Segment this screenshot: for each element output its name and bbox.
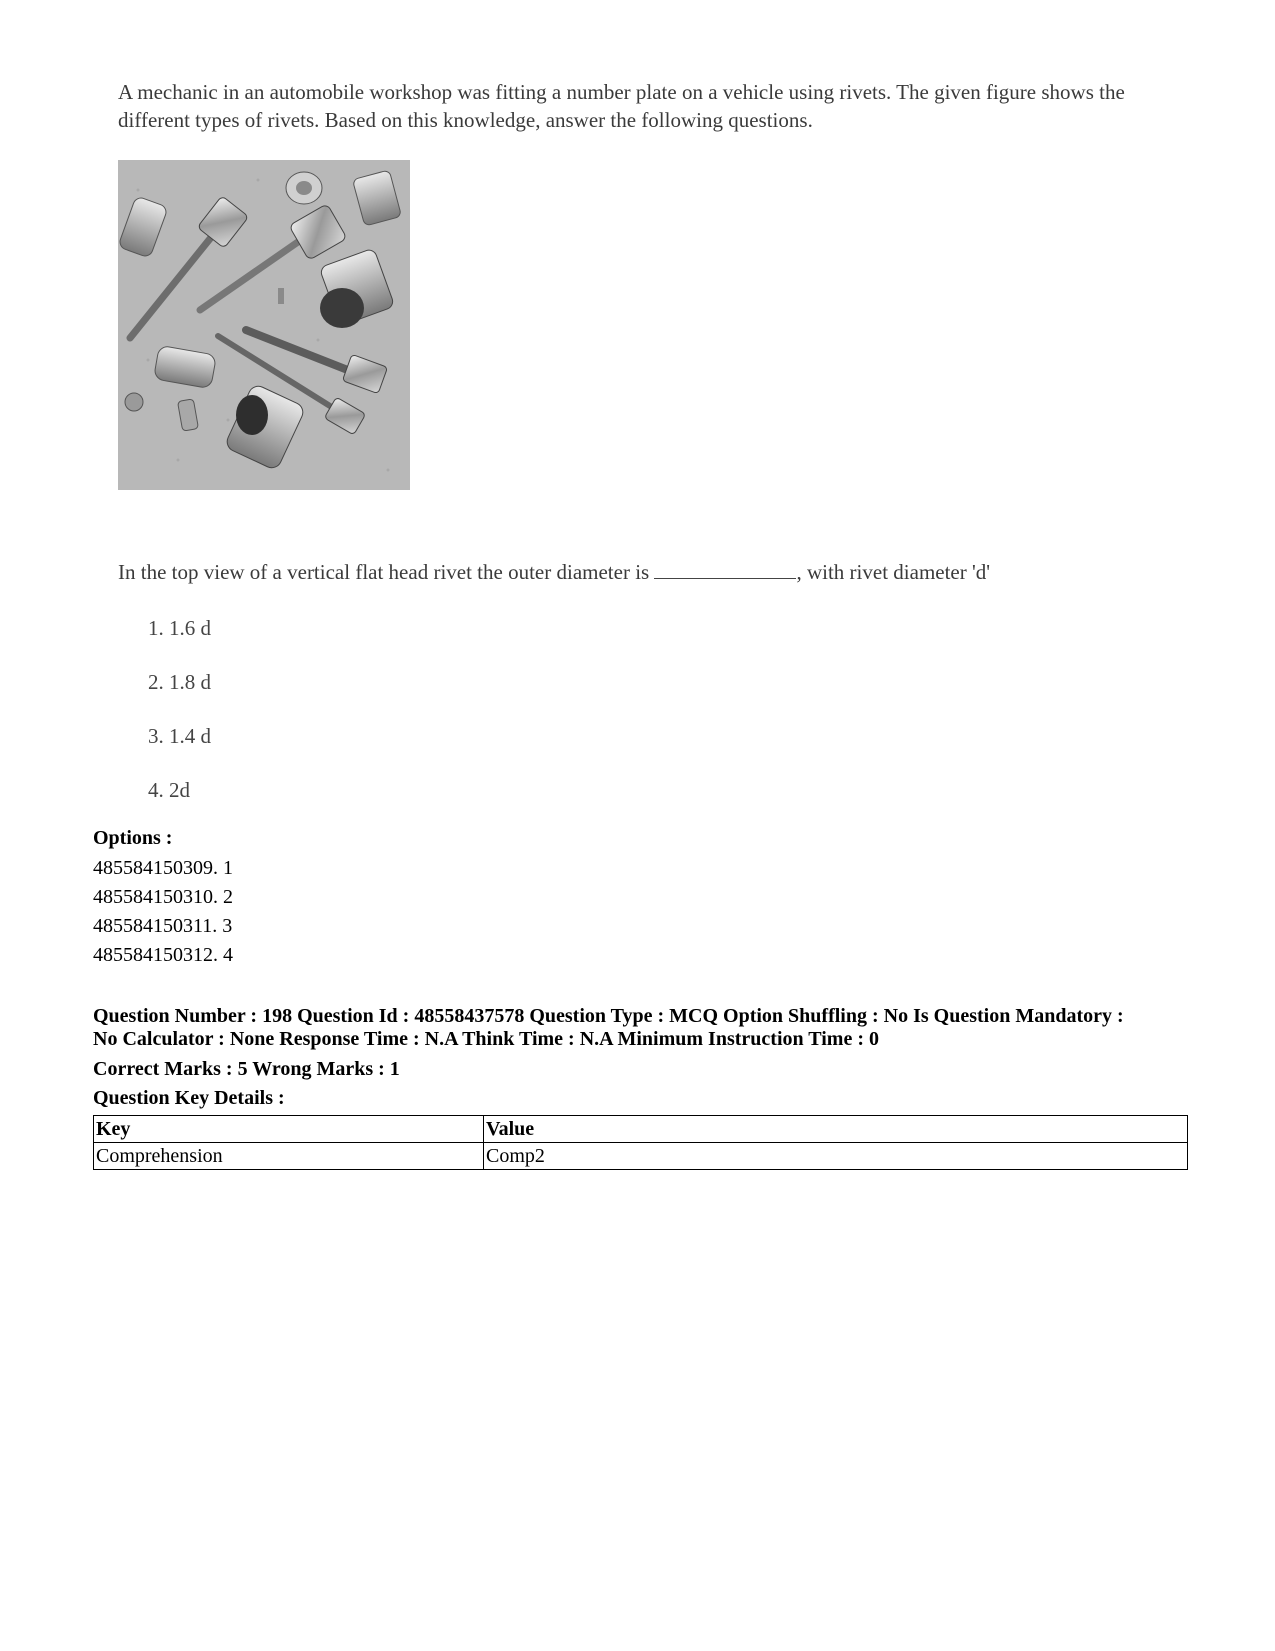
table-header-row [94, 1116, 1188, 1143]
question-text [118, 558, 1218, 586]
passage-text: A mechanic in an automobile workshop was fitting a number plate on a vehicle using rivets. The given figure shows the different types of rivets. Based on this knowledge, answer the following questions. [118, 80, 1125, 132]
choice-1: 1. 1.6 d [148, 616, 211, 640]
choice-2: 2. 1.8 d [148, 670, 211, 694]
option-id-3: 485584150311. 3 [93, 915, 233, 937]
answer-blank [654, 560, 796, 579]
question-meta-line-1: Question Number : 198 Question Id : 48558437578 Question Type : MCQ Option Shuffling : No Is Question Mandatory : [93, 1005, 1124, 1027]
question-meta [93, 1005, 1203, 1051]
question-text-start: In the top view of a vertical flat head rivet the outer diameter is [118, 560, 650, 584]
rivets-figure [118, 160, 410, 490]
question-text-end: , with rivet diameter 'd' [796, 560, 991, 584]
marks-line: Correct Marks : 5 Wrong Marks : 1 [93, 1058, 400, 1080]
key-details-heading: Question Key Details : [93, 1087, 285, 1109]
choice-3: 3. 1.4 d [148, 724, 211, 748]
table-cell-value: Comp2 [484, 1143, 1188, 1170]
table-cell-key: Comprehension [94, 1143, 484, 1170]
table-header-value: Value [484, 1116, 1188, 1143]
key-details-table [93, 1115, 1188, 1170]
option-id-4: 485584150312. 4 [93, 944, 233, 966]
question-meta-line-2: No Calculator : None Response Time : N.A Think Time : N.A Minimum Instruction Time : 0 [93, 1028, 879, 1050]
options-heading: Options : [93, 827, 173, 849]
option-id-2: 485584150310. 2 [93, 886, 233, 908]
table-row [94, 1143, 1188, 1170]
choice-4: 4. 2d [148, 778, 190, 802]
option-id-1: 485584150309. 1 [93, 857, 233, 879]
table-header-key: Key [94, 1116, 484, 1143]
